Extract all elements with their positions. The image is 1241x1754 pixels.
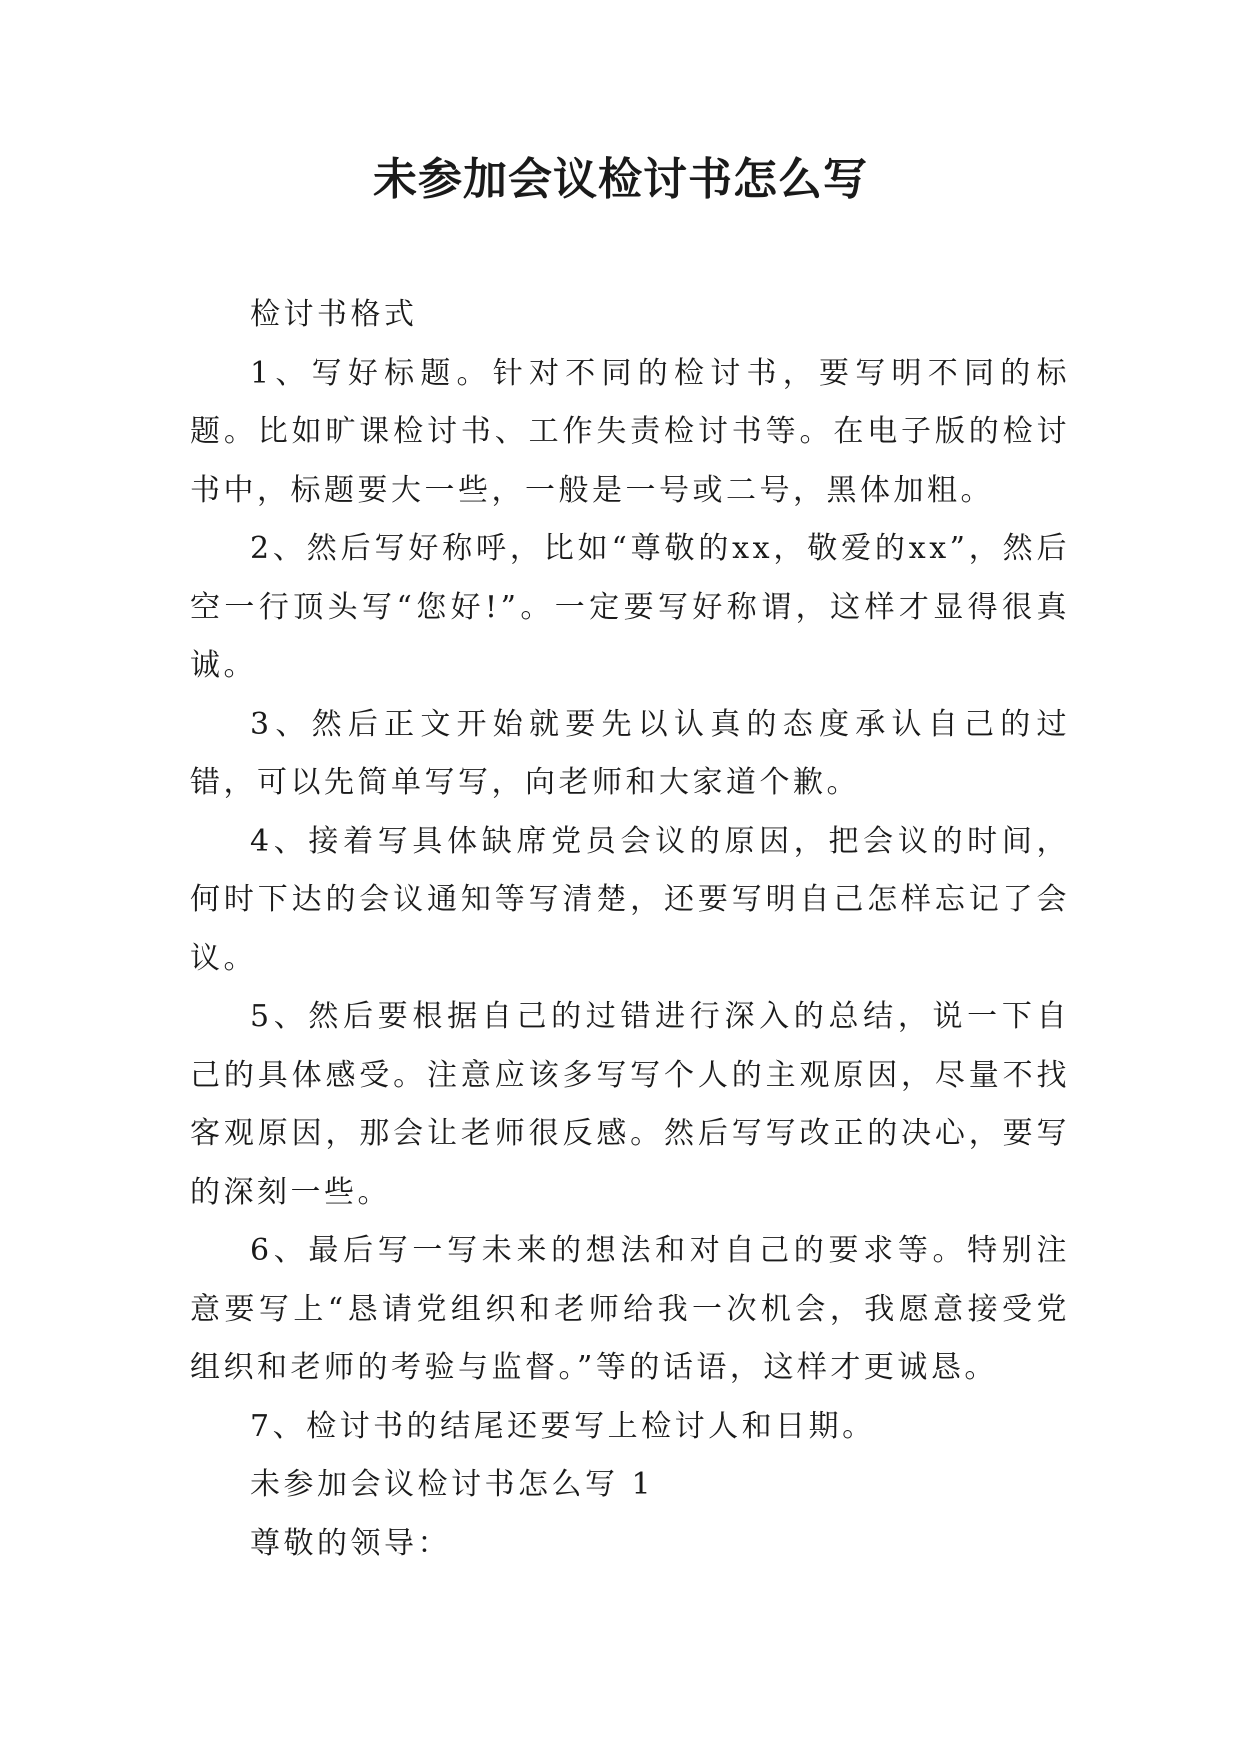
paragraph: 3、然后正文开始就要先以认真的态度承认自己的过错，可以先简单写写，向老师和大家道个歉。 <box>190 706 1070 800</box>
paragraph: 4、接着写具体缺席党员会议的原因，把会议的时间，何时下达的会议通知等写清楚，还要写明自己怎样忘记了会议。 <box>190 823 1070 976</box>
paragraph: 2、然后写好称呼，比如“尊敬的xx，敬爱的xx”，然后空一行顶头写“您好!”。一定要写好称谓，这样才显得很真诚。 <box>190 531 1070 683</box>
document-body <box>190 286 1070 1573</box>
letter-heading: 未参加会议检讨书怎么写 1 <box>250 1467 655 1502</box>
document-title: 未参加会议检讨书怎么写 <box>373 154 868 205</box>
paragraph: 1、写好标题。针对不同的检讨书，要写明不同的标题。比如旷课检讨书、工作失责检讨书等。在电子版的检讨书中，标题要大一些，一般是一号或二号，黑体加粗。 <box>190 355 1070 508</box>
paragraph: 7、检讨书的结尾还要写上检讨人和日期。 <box>250 1408 876 1444</box>
letter-salutation: 尊敬的领导： <box>250 1525 451 1561</box>
section-heading: 检讨书格式 <box>250 297 418 332</box>
paragraph: 6、最后写一写未来的想法和对自己的要求等。特别注意要写上“恳请党组织和老师给我一次机会，我愿意接受党组织和老师的考验与监督。”等的话语，这样才更诚恳。 <box>190 1233 1070 1385</box>
paragraph: 5、然后要根据自己的过错进行深入的总结，说一下自己的具体感受。注意应该多写写个人的主观原因，尽量不找客观原因，那会让老师很反感。然后写写改正的决心，要写的深刻一些。 <box>190 999 1070 1210</box>
